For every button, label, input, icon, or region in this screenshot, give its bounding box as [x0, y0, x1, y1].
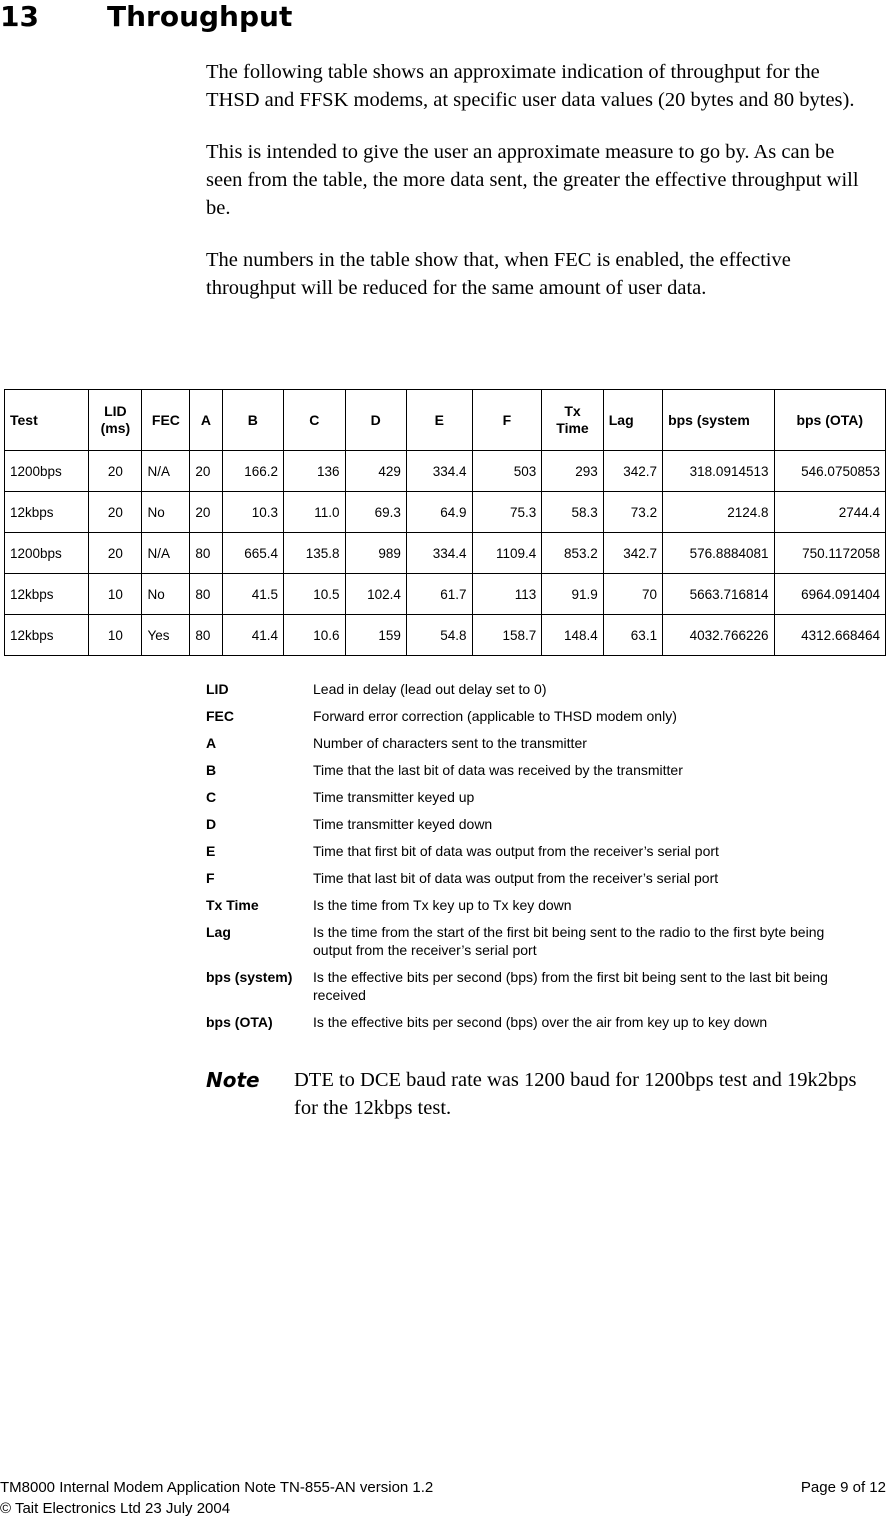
footer-document-title: TM8000 Internal Modem Application Note TN-855-AN version 1.2 [0, 1479, 434, 1496]
legend-definition: Is the effective bits per second (bps) over the air from key up to key down [313, 1014, 768, 1030]
table-cell: 102.4 [345, 574, 406, 615]
table-cell: 70 [603, 574, 662, 615]
footer-copyright: © Tait Electronics Ltd 23 July 2004 [0, 1500, 231, 1517]
table-cell: 63.1 [603, 615, 662, 656]
table-cell: 2124.8 [663, 492, 774, 533]
table-cell: 853.2 [542, 533, 603, 574]
page-footer [0, 1477, 886, 1519]
legend-definition: Time transmitter keyed up [313, 789, 475, 805]
table-cell: 318.0914513 [663, 451, 774, 492]
legend-item [206, 815, 866, 833]
legend-item [206, 734, 866, 752]
table-cell: 750.1172058 [774, 533, 886, 574]
legend-item [206, 842, 866, 860]
section-number: 13 [0, 0, 39, 33]
table-header-row [5, 390, 886, 451]
table-cell: 41.5 [222, 574, 283, 615]
table-cell: 73.2 [603, 492, 662, 533]
column-header: A [190, 390, 222, 451]
column-header: C [284, 390, 345, 451]
column-header: FEC [142, 390, 190, 451]
legend-term: F [206, 870, 215, 886]
table-cell: No [142, 492, 190, 533]
throughput-table [4, 389, 886, 656]
legend-item [206, 869, 866, 887]
legend-definition: Time that the last bit of data was received by the transmitter [313, 762, 683, 778]
legend-term: C [206, 789, 217, 805]
legend-definition: Is the time from Tx key up to Tx key down [313, 897, 572, 913]
note-label: Note [206, 1068, 260, 1092]
table-cell: 20 [89, 451, 142, 492]
legend-definition: Is the effective bits per second (bps) from the first bit being sent to the last bit being received [313, 969, 828, 1003]
legend-definition: Number of characters sent to the transmitter [313, 735, 587, 751]
legend-term: bps (OTA) [206, 1014, 273, 1030]
table-cell: 69.3 [345, 492, 406, 533]
legend-term: Lag [206, 924, 231, 940]
table-cell: 135.8 [284, 533, 345, 574]
column-header: E [406, 390, 472, 451]
table-cell: 20 [190, 451, 222, 492]
table-row [5, 492, 886, 533]
legend-item [206, 896, 866, 914]
legend-term: B [206, 762, 217, 778]
table-cell: 11.0 [284, 492, 345, 533]
table-cell: 2744.4 [774, 492, 886, 533]
intro-paragraph: The following table shows an approximate indication of throughput for the THSD and FFSK modems, at specific user data values (20 bytes and 80 bytes). [206, 61, 855, 111]
table-cell: 158.7 [472, 615, 542, 656]
legend-term: E [206, 843, 216, 859]
table-cell: 80 [190, 533, 222, 574]
intro-text [206, 58, 866, 326]
table-row [5, 574, 886, 615]
column-header: F [472, 390, 542, 451]
table-cell: 136 [284, 451, 345, 492]
table-cell: 1200bps [5, 451, 89, 492]
legend-item [206, 680, 866, 698]
table-cell: 4312.668464 [774, 615, 886, 656]
table-cell: N/A [142, 533, 190, 574]
legend-definition: Time transmitter keyed down [313, 816, 493, 832]
table-row [5, 451, 886, 492]
column-header: D [345, 390, 406, 451]
legend-term: FEC [206, 708, 234, 724]
table-cell: Yes [142, 615, 190, 656]
table-cell: 10.5 [284, 574, 345, 615]
legend-definition: Forward error correction (applicable to THSD modem only) [313, 708, 677, 724]
table-cell: No [142, 574, 190, 615]
table-cell: 12kbps [5, 492, 89, 533]
legend-item [206, 707, 866, 725]
table-cell: 429 [345, 451, 406, 492]
table-cell: 5663.716814 [663, 574, 774, 615]
table-cell: 80 [190, 615, 222, 656]
table-cell: 166.2 [222, 451, 283, 492]
legend-definition: Is the time from the start of the first bit being sent to the radio to the first byte being output from the receiver’s serial port [313, 924, 825, 958]
legend-item [206, 923, 866, 959]
table-cell: 10 [89, 615, 142, 656]
legend-term: LID [206, 681, 229, 697]
table-cell: 989 [345, 533, 406, 574]
table-cell: 20 [89, 492, 142, 533]
table-cell: 12kbps [5, 574, 89, 615]
table-cell: 61.7 [406, 574, 472, 615]
column-header: Lag [603, 390, 662, 451]
note-text: DTE to DCE baud rate was 1200 baud for 1200bps test and 19k2bps for the 12kbps test. [294, 1069, 857, 1119]
column-header: Test [5, 390, 89, 451]
table-cell: 12kbps [5, 615, 89, 656]
table-cell: 75.3 [472, 492, 542, 533]
column-header: LID (ms) [89, 390, 142, 451]
column-header: Tx Time [542, 390, 603, 451]
legend-definition: Lead in delay (lead out delay set to 0) [313, 681, 547, 697]
table-cell: 334.4 [406, 533, 472, 574]
table-body [5, 451, 886, 656]
legend-term: bps (system) [206, 969, 293, 985]
table-row [5, 615, 886, 656]
section-title: Throughput [107, 0, 293, 33]
legend-item [206, 968, 866, 1004]
note-block [206, 1066, 866, 1122]
table-cell: 58.3 [542, 492, 603, 533]
legend-definition: Time that last bit of data was output from the receiver’s serial port [313, 870, 719, 886]
table-cell: 10.3 [222, 492, 283, 533]
table-cell: 91.9 [542, 574, 603, 615]
table-cell: 342.7 [603, 533, 662, 574]
table-cell: N/A [142, 451, 190, 492]
legend-item [206, 761, 866, 779]
table-cell: 503 [472, 451, 542, 492]
table-cell: 113 [472, 574, 542, 615]
table-cell: 64.9 [406, 492, 472, 533]
legend-list [206, 680, 866, 1040]
table-row [5, 533, 886, 574]
table-cell: 334.4 [406, 451, 472, 492]
footer-page-number: Page 9 of 12 [800, 1479, 886, 1496]
table-cell: 54.8 [406, 615, 472, 656]
table-cell: 10.6 [284, 615, 345, 656]
table-cell: 159 [345, 615, 406, 656]
table-cell: 665.4 [222, 533, 283, 574]
table-cell: 80 [190, 574, 222, 615]
table-cell: 6964.091404 [774, 574, 886, 615]
table-cell: 546.0750853 [774, 451, 886, 492]
table-cell: 4032.766226 [663, 615, 774, 656]
intro-paragraph: This is intended to give the user an approximate measure to go by. As can be seen from the table, the more data sent, the greater the effective throughput will be. [206, 141, 859, 219]
legend-item [206, 1013, 866, 1031]
table-cell: 20 [89, 533, 142, 574]
column-header: bps (system [663, 390, 774, 451]
legend-term: Tx Time [206, 897, 259, 913]
table-cell: 1200bps [5, 533, 89, 574]
legend-term: A [206, 735, 217, 751]
legend-definition: Time that first bit of data was output from the receiver’s serial port [313, 843, 719, 859]
table-cell: 10 [89, 574, 142, 615]
table-cell: 20 [190, 492, 222, 533]
table-cell: 41.4 [222, 615, 283, 656]
column-header: bps (OTA) [774, 390, 886, 451]
table-cell: 1109.4 [472, 533, 542, 574]
legend-term: D [206, 816, 217, 832]
table-cell: 576.8884081 [663, 533, 774, 574]
table-cell: 148.4 [542, 615, 603, 656]
table-cell: 342.7 [603, 451, 662, 492]
legend-item [206, 788, 866, 806]
column-header: B [222, 390, 283, 451]
table-cell: 293 [542, 451, 603, 492]
section-heading [0, 0, 292, 34]
intro-paragraph: The numbers in the table show that, when FEC is enabled, the effective throughput will be reduced for the same amount of user data. [206, 249, 791, 299]
